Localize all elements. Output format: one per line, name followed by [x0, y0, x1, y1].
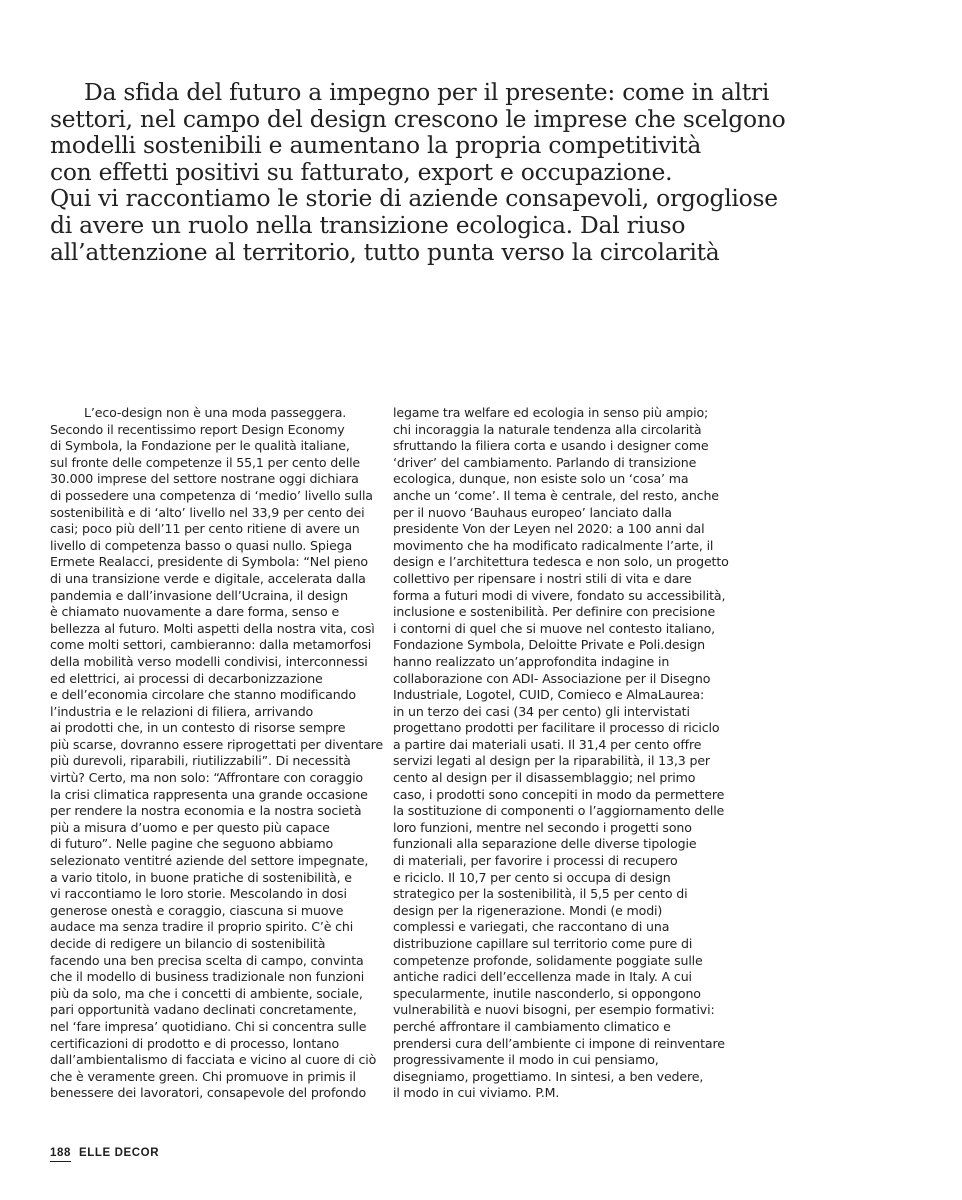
body-text-line: è chiamato nuovamente a dare forma, senso e — [50, 604, 340, 620]
article-standfirst — [50, 78, 786, 266]
body-text-line: forma a futuri modi di vivere, fondato su accessibilità, — [393, 587, 726, 603]
body-text-line: di materiali, per favorire i processi di recupero — [393, 853, 678, 869]
body-text-line: decide di redigere un bilancio di sostenibilità — [50, 936, 326, 951]
standfirst-line: Da sfida del futuro a impegno per il presente: come in altri — [84, 78, 770, 106]
magazine-name: ELLE DECOR — [79, 1147, 160, 1159]
body-text-line: e riciclo. Il 10,7 per cento si occupa di design — [393, 869, 671, 885]
body-text-line: funzionali alla separazione delle diverse tipologie — [393, 836, 697, 852]
body-text-line: sul fronte delle competenze il 55,1 per cento delle — [50, 454, 361, 470]
body-text-line: progressivamente il modo in cui pensiamo, — [393, 1052, 659, 1068]
body-text-line: Fondazione Symbola, Deloitte Private e Poli.design — [393, 637, 705, 653]
body-text-line: pari opportunità vadano declinati concretamente, — [50, 1002, 357, 1018]
body-text-line: inclusione e sostenibilità. Per definire con precisione — [393, 604, 716, 620]
body-text-line: prendersi cura dell’ambiente ci impone di reinventare — [393, 1035, 725, 1051]
body-text-line: loro funzioni, mentre nel secondo i progetti sono — [393, 819, 692, 835]
standfirst-line: all’attenzione al territorio, tutto punta verso la circolarità — [50, 237, 720, 266]
body-text-line: che il modello di business tradizionale non funzioni — [50, 969, 365, 985]
body-text-line: progettano prodotti per facilitare il processo di riciclo — [393, 720, 720, 736]
body-text-line: che è veramente green. Chi promuove in primis il — [50, 1068, 356, 1084]
body-text-line: virtù? Certo, ma non solo: “Affrontare con coraggio — [50, 770, 363, 786]
body-text-line: la sostituzione di componenti o l’aggiornamento delle — [393, 803, 725, 819]
body-text-line: come molti settori, cambieranno: dalla metamorfosi — [50, 637, 372, 653]
body-text-line: di una transizione verde e digitale, accelerata dalla — [50, 570, 366, 586]
body-text-line: perché affrontare il cambiamento climatico e — [393, 1018, 671, 1034]
body-text-line: livello di competenza basso o quasi nullo. Spiega — [50, 537, 353, 553]
body-text-line: cento al design per il disassemblaggio; nel primo — [393, 770, 696, 786]
body-text-line: presidente Von der Leyen nel 2020: a 100 anni dal — [393, 521, 705, 537]
body-text-line: nel ‘fare impresa’ quotidiano. Chi si concentra sulle — [50, 1018, 367, 1034]
body-text-line: per il nuovo ‘Bauhaus europeo’ lanciato dalla — [393, 504, 672, 520]
body-text-line: collaborazione con ADI- Associazione per il Disegno — [393, 670, 711, 686]
body-text-line: e dell’economia circolare che stanno modificando — [50, 687, 356, 703]
body-text-line: casi; poco più dell’11 per cento ritiene di avere un — [50, 521, 360, 537]
body-text-line: più durevoli, riparabili, riutilizzabili”. Di necessità — [50, 753, 351, 769]
body-text-line: specularmente, inutile nasconderlo, si oppongono — [393, 985, 701, 1001]
body-text-line: selezionato ventitré aziende del settore impegnate, — [50, 853, 369, 869]
body-text-line: complessi e variegati, che raccontano di una — [393, 919, 670, 935]
body-text-line: ‘driver’ del cambiamento. Parlando di transizione — [393, 454, 697, 470]
body-text-line: movimento che ha modificato radicalmente l’arte, il — [393, 537, 714, 553]
body-text-line: design per la rigenerazione. Mondi (e modi) — [393, 902, 663, 918]
body-text-line: collettivo per ripensare i nostri stili di vita e dare — [393, 570, 692, 586]
body-text-line: caso, i prodotti sono concepiti in modo da permettere — [393, 786, 725, 802]
standfirst-line: di avere un ruolo nella transizione ecologica. Dal riuso — [50, 210, 686, 239]
article-body-column-right — [393, 405, 733, 1102]
body-text-line: L’eco-design non è una moda passeggera. — [84, 405, 347, 420]
body-text-line: vi raccontiamo le loro storie. Mescolando in dosi — [50, 886, 347, 902]
body-text-line: ecologica, dunque, non esiste solo un ‘cosa’ ma — [393, 471, 689, 487]
body-text-line: Industriale, Logotel, CUID, Comieco e AlmaLaurea: — [393, 687, 705, 703]
body-text-line: hanno realizzato un’approfondita indagine in — [393, 653, 670, 669]
body-text-line: a partire dai materiali usati. Il 31,4 per cento offre — [393, 736, 702, 752]
standfirst-line: modelli sostenibili e aumentano la propria competitività — [50, 131, 702, 160]
body-text-line: distribuzione capillare sul territorio come pure di — [393, 936, 693, 951]
body-text-line: dall’ambientalismo di facciata e vicino al cuore di ciò — [50, 1052, 377, 1068]
body-text-line: più scarse, dovranno essere riprogettati per diventare — [50, 736, 384, 752]
body-text-line: generose onestà e coraggio, ciascuna si muove — [50, 902, 344, 918]
body-text-line: Secondo il recentissimo report Design Economy — [50, 421, 345, 437]
body-text-line: a vario titolo, in buone pratiche di sostenibilità, e — [50, 869, 352, 885]
body-text-line: la crisi climatica rappresenta una grande occasione — [50, 786, 368, 802]
body-text-line: antiche radici dell’eccellenza made in Italy. A cui — [393, 969, 692, 985]
body-text-line: della mobilità verso modelli condivisi, interconnessi — [50, 653, 368, 669]
body-text-line: design e l’architettura tedesca e non solo, un progetto — [393, 554, 729, 570]
body-text-line: pandemia e dall’invasione dell’Ucraina, il design — [50, 587, 348, 603]
body-text-line: strategico per la sostenibilità, il 5,5 per cento di — [393, 886, 688, 902]
standfirst-line: settori, nel campo del design crescono le imprese che scelgono — [50, 104, 786, 133]
body-text-line: ai prodotti che, in un contesto di risorse sempre — [50, 720, 346, 736]
body-text-line: bellezza al futuro. Molti aspetti della nostra vita, così — [50, 620, 375, 636]
body-text-line: in un terzo dei casi (34 per cento) gli intervistati — [393, 703, 690, 719]
body-text-line: servizi legati al design per la riparabilità, il 13,3 per — [393, 753, 710, 769]
body-text-line: benessere dei lavoratori, consapevole del profondo — [50, 1085, 367, 1101]
body-text-line: sostenibilità e di ‘alto’ livello nel 33,9 per cento dei — [50, 504, 365, 520]
body-text-line: competenze profonde, solidamente poggiate sulle — [393, 952, 703, 968]
body-text-line: vulnerabilità e nuovi bisogni, per esempio formativi: — [393, 1002, 715, 1018]
body-text-line: di possedere una competenza di ‘medio’ livello sulla — [50, 487, 373, 503]
body-text-line: l’industria e le relazioni di filiera, arrivando — [50, 703, 314, 719]
body-text-line: 30.000 imprese del settore nostrane oggi dichiara — [50, 471, 359, 487]
article-body-column-left — [50, 405, 384, 1102]
body-text-line: più a misura d’uomo e per questo più capace — [50, 819, 330, 835]
body-text-line: sfruttando la filiera corta e usando i designer come — [393, 438, 709, 454]
body-text-line: disegniamo, progettiamo. In sintesi, a ben vedere, — [393, 1068, 704, 1084]
body-text-line: legame tra welfare ed ecologia in senso più ampio; — [393, 405, 709, 420]
body-text-line: di Symbola, la Fondazione per le qualità italiane, — [50, 438, 350, 454]
page-number: 188 — [50, 1147, 71, 1162]
body-text-line: i contorni di quel che si muove nel contesto italiano, — [393, 620, 715, 636]
body-text-line: per rendere la nostra economia e la nostra società — [50, 803, 362, 819]
body-text-line: più da solo, ma che i concetti di ambiente, sociale, — [50, 985, 363, 1001]
body-text-line: facendo una ben precisa scelta di campo, convinta — [50, 952, 364, 968]
standfirst-line: Qui vi raccontiamo le storie di aziende consapevoli, orgogliose — [50, 184, 778, 213]
standfirst-line: con effetti positivi su fatturato, export e occupazione. — [50, 157, 673, 186]
body-text-line: chi incoraggia la naturale tendenza alla circolarità — [393, 421, 702, 437]
body-text-line: certificazioni di prodotto e di processo, lontano — [50, 1035, 340, 1051]
body-text-line: di futuro”. Nelle pagine che seguono abbiamo — [50, 836, 334, 852]
body-text-line: ed elettrici, ai processi di decarbonizzazione — [50, 670, 323, 686]
page-footer — [50, 1147, 159, 1162]
body-text-line: anche un ‘come’. Il tema è centrale, del resto, anche — [393, 487, 719, 503]
body-text-line: Ermete Realacci, presidente di Symbola: “Nel pieno — [50, 554, 368, 570]
body-text-line: il modo in cui viviamo. P.M. — [393, 1085, 560, 1101]
body-text-line: audace ma senza tradire il proprio spirito. C’è chi — [50, 919, 354, 935]
